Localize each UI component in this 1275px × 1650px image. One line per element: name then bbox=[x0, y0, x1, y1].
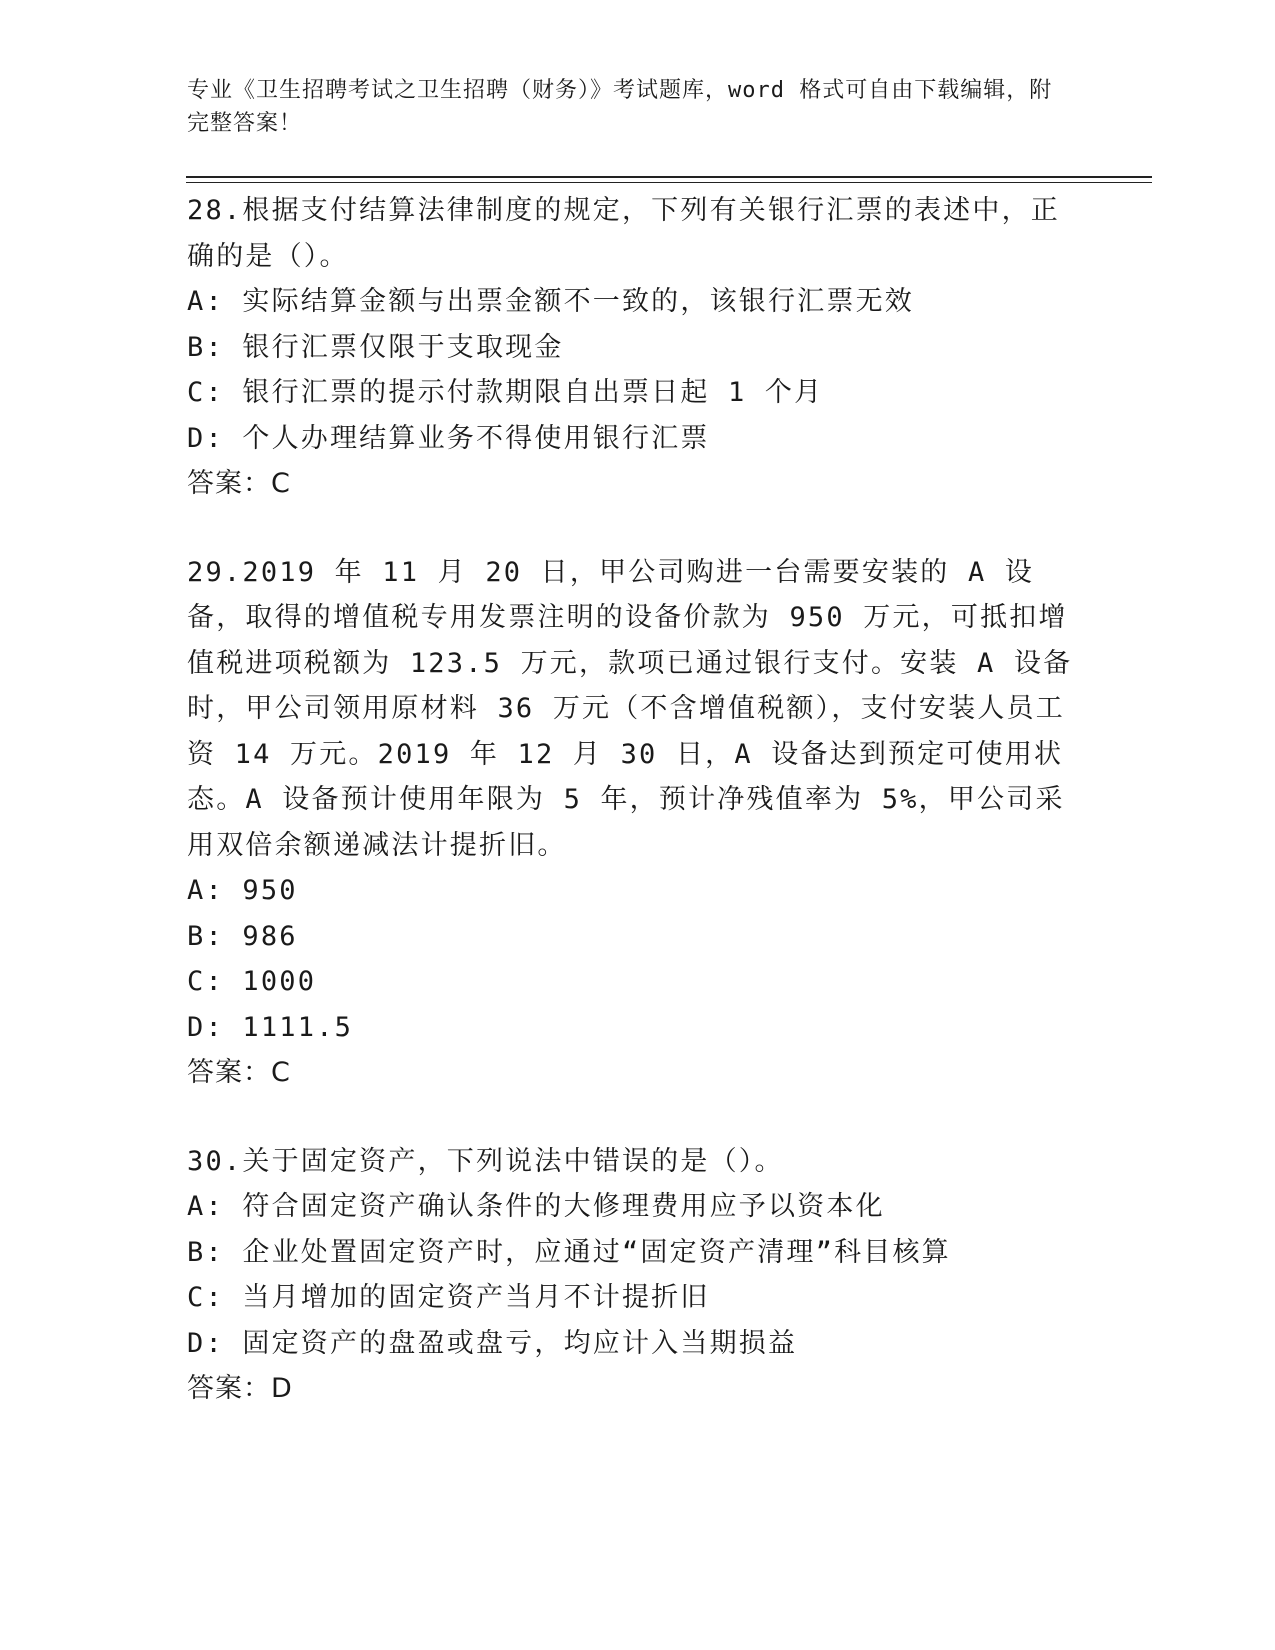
header-divider-thin bbox=[186, 182, 1152, 183]
question-28 bbox=[187, 188, 1087, 507]
option-c: C: 当月增加的固定资产当月不计提折旧 bbox=[187, 1282, 710, 1313]
option-c: C: 1000 bbox=[187, 966, 317, 997]
option-d: D: 固定资产的盘盈或盘亏，均应计入当期损益 bbox=[187, 1327, 798, 1359]
option-b: B: 银行汇票仅限于支取现金 bbox=[187, 331, 564, 363]
header-text: 专业《卫生招聘考试之卫生招聘（财务）》考试题库，word 格式可自由下载编辑，附完整答案！ bbox=[187, 78, 1053, 136]
answer-line: 答案：C bbox=[187, 1057, 291, 1088]
answer-line: 答案：D bbox=[187, 1373, 293, 1404]
option-b: B: 986 bbox=[187, 920, 298, 952]
option-c: C: 银行汇票的提示付款期限自出票日起 1 个月 bbox=[187, 377, 824, 408]
header-divider-thick bbox=[186, 176, 1152, 178]
question-stem: 29.2019 年 11 月 20 日，甲公司购进一台需要安装的 A 设备，取得的增值税专用发票注明的设备价款为 950 万元，可抵扣增值税进项税额为 123.5 万元，款项已通过银行支付。安装 A 设备时，甲公司领用原材料 36 万元（不含增值税额），支付安装人员工资 14 万元。2019 年 12 月 30 日，A 设备达到预定可使用状态。A 设备预计使用年限为 5 年，预计净残值率为 5%，甲公司采用双倍余额递减法计提折旧。 bbox=[187, 556, 1073, 861]
document-header bbox=[187, 74, 1067, 140]
option-a: A: 实际结算金额与出票金额不一致的，该银行汇票无效 bbox=[187, 286, 914, 317]
option-b: B: 企业处置固定资产时，应通过“固定资产清理”科目核算 bbox=[187, 1236, 951, 1268]
question-stem: 30.关于固定资产，下列说法中错误的是（）。 bbox=[187, 1145, 784, 1177]
question-list bbox=[187, 188, 1087, 1412]
question-spacer bbox=[187, 1096, 1087, 1139]
question-29 bbox=[187, 550, 1087, 1096]
question-spacer bbox=[187, 507, 1087, 550]
question-30 bbox=[187, 1139, 1087, 1412]
question-stem: 28.根据支付结算法律制度的规定，下列有关银行汇票的表述中，正确的是（）。 bbox=[187, 195, 1060, 272]
option-d: D: 个人办理结算业务不得使用银行汇票 bbox=[187, 422, 710, 454]
option-d: D: 1111.5 bbox=[187, 1011, 354, 1043]
option-a: A: 符合固定资产确认条件的大修理费用应予以资本化 bbox=[187, 1191, 885, 1222]
answer-line: 答案：C bbox=[187, 468, 291, 499]
option-a: A: 950 bbox=[187, 875, 298, 906]
